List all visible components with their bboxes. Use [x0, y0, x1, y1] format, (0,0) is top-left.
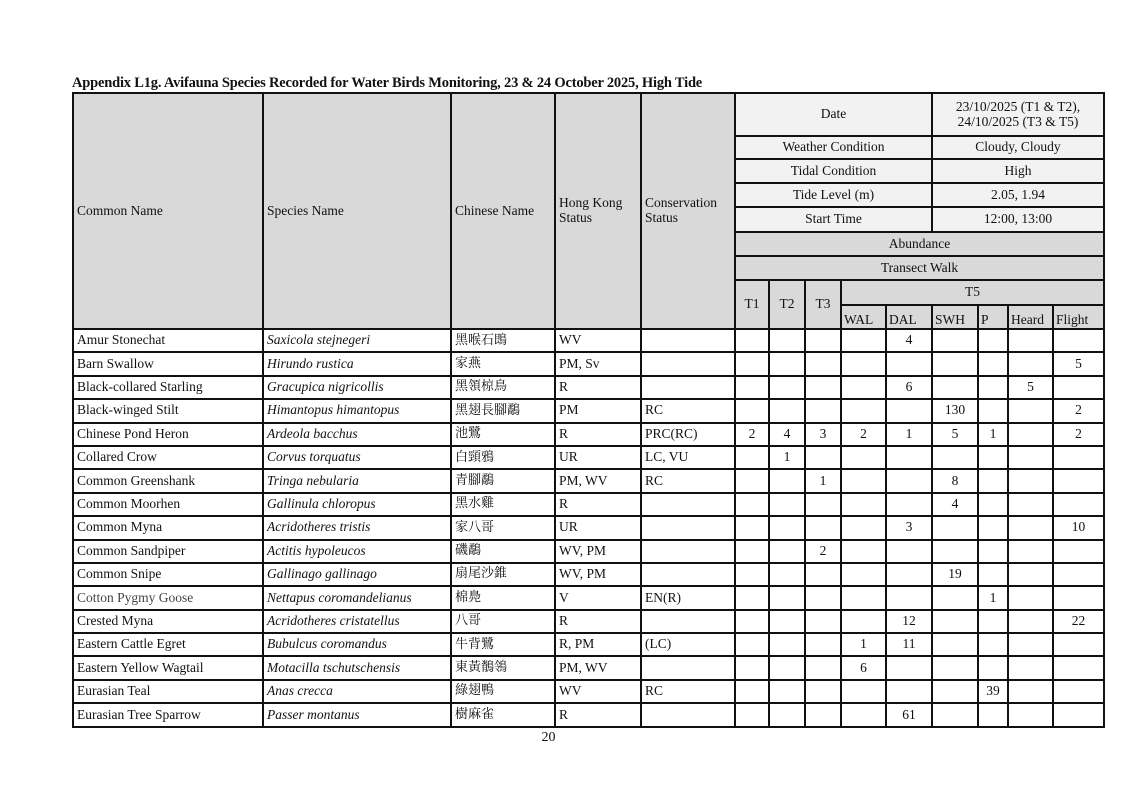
count-cell: [1053, 563, 1104, 586]
count-cell: [735, 540, 769, 563]
common-name-cell: Black-winged Stilt: [73, 399, 263, 422]
count-cell: 39: [978, 680, 1008, 703]
chinese-name-cell: 黑喉石鵖: [451, 329, 555, 352]
species-name-cell: Tringa nebularia: [263, 469, 451, 492]
count-cell: [735, 469, 769, 492]
count-cell: [932, 656, 978, 679]
chinese-name-cell: 家八哥: [451, 516, 555, 539]
species-name-cell: Himantopus himantopus: [263, 399, 451, 422]
count-cell: [841, 586, 886, 609]
table-row: [73, 446, 1104, 469]
chinese-name-cell: 青腳鷸: [451, 469, 555, 492]
count-cell: [978, 352, 1008, 375]
count-cell: [1053, 540, 1104, 563]
count-cell: 61: [886, 703, 932, 726]
count-cell: [1053, 656, 1104, 679]
count-cell: [978, 540, 1008, 563]
hk-status-cell: R: [555, 493, 641, 516]
count-cell: [932, 540, 978, 563]
species-name-cell: Corvus torquatus: [263, 446, 451, 469]
hk-status-cell: UR: [555, 516, 641, 539]
conservation-status-cell: [641, 516, 735, 539]
count-cell: 1: [978, 586, 1008, 609]
count-cell: 8: [932, 469, 978, 492]
count-cell: [769, 680, 805, 703]
count-cell: 2: [1053, 423, 1104, 446]
table-row: [73, 516, 1104, 539]
conservation-status-cell: RC: [641, 469, 735, 492]
count-cell: [841, 376, 886, 399]
species-name-cell: Hirundo rustica: [263, 352, 451, 375]
chinese-name-cell: 池鷺: [451, 423, 555, 446]
info-value-date: 23/10/2025 (T1 & T2), 24/10/2025 (T3 & T5): [932, 93, 1104, 136]
common-name-cell: Common Moorhen: [73, 493, 263, 516]
count-cell: [769, 633, 805, 656]
count-cell: [769, 703, 805, 726]
count-cell: [769, 493, 805, 516]
count-cell: [735, 680, 769, 703]
count-cell: [886, 540, 932, 563]
chinese-name-cell: 黑領椋鳥: [451, 376, 555, 399]
count-cell: 1: [841, 633, 886, 656]
count-cell: [841, 563, 886, 586]
count-cell: [769, 586, 805, 609]
table-row: [73, 633, 1104, 656]
chinese-name-cell: 棉鳧: [451, 586, 555, 609]
count-cell: [886, 680, 932, 703]
count-cell: [769, 399, 805, 422]
count-cell: [805, 352, 841, 375]
species-name-cell: Acridotheres tristis: [263, 516, 451, 539]
count-cell: [932, 680, 978, 703]
info-label-date: Date: [735, 93, 932, 136]
count-cell: [1053, 703, 1104, 726]
count-cell: [1053, 469, 1104, 492]
count-cell: [805, 633, 841, 656]
count-cell: 19: [932, 563, 978, 586]
count-cell: [769, 540, 805, 563]
chinese-name-cell: 黑翅長腳鷸: [451, 399, 555, 422]
header-t5-dal: DAL: [886, 305, 932, 329]
hk-status-cell: R: [555, 423, 641, 446]
table-row: [73, 352, 1104, 375]
table-row: [73, 703, 1104, 726]
chinese-name-cell: 八哥: [451, 610, 555, 633]
species-name-cell: Saxicola stejnegeri: [263, 329, 451, 352]
count-cell: [735, 656, 769, 679]
count-cell: [805, 610, 841, 633]
count-cell: [769, 376, 805, 399]
info-value-weather: Cloudy, Cloudy: [932, 136, 1104, 159]
count-cell: 1: [769, 446, 805, 469]
table-row: [73, 423, 1104, 446]
count-cell: [735, 563, 769, 586]
count-cell: [841, 516, 886, 539]
count-cell: 1: [886, 423, 932, 446]
table-row: [73, 493, 1104, 516]
count-cell: [932, 516, 978, 539]
header-t2: T2: [769, 280, 805, 329]
count-cell: [735, 399, 769, 422]
common-name-cell: Amur Stonechat: [73, 329, 263, 352]
count-cell: [1008, 399, 1053, 422]
info-value-tide-level: 2.05, 1.94: [932, 183, 1104, 207]
info-label-weather: Weather Condition: [735, 136, 932, 159]
common-name-cell: Collared Crow: [73, 446, 263, 469]
table-row: [73, 376, 1104, 399]
count-cell: [805, 329, 841, 352]
hk-status-cell: WV, PM: [555, 563, 641, 586]
count-cell: [769, 516, 805, 539]
count-cell: [841, 329, 886, 352]
count-cell: 6: [886, 376, 932, 399]
count-cell: [932, 586, 978, 609]
species-name-cell: Gracupica nigricollis: [263, 376, 451, 399]
count-cell: [735, 329, 769, 352]
species-name-cell: Motacilla tschutschensis: [263, 656, 451, 679]
table-row: [73, 469, 1104, 492]
species-name-cell: Actitis hypoleucos: [263, 540, 451, 563]
common-name-cell: Common Myna: [73, 516, 263, 539]
chinese-name-cell: 綠翅鴨: [451, 680, 555, 703]
count-cell: [978, 493, 1008, 516]
count-cell: 11: [886, 633, 932, 656]
chinese-name-cell: 東黃鶺鴒: [451, 656, 555, 679]
count-cell: 2: [1053, 399, 1104, 422]
hk-status-cell: R: [555, 376, 641, 399]
count-cell: [978, 376, 1008, 399]
count-cell: [805, 586, 841, 609]
conservation-status-cell: (LC): [641, 633, 735, 656]
hk-status-cell: R: [555, 703, 641, 726]
conservation-status-cell: RC: [641, 680, 735, 703]
conservation-status-cell: [641, 376, 735, 399]
count-cell: 5: [1053, 352, 1104, 375]
count-cell: [1008, 703, 1053, 726]
species-table: [72, 92, 1105, 728]
count-cell: [1008, 680, 1053, 703]
common-name-cell: Barn Swallow: [73, 352, 263, 375]
common-name-cell: Black-collared Starling: [73, 376, 263, 399]
species-name-cell: Passer montanus: [263, 703, 451, 726]
count-cell: [1008, 469, 1053, 492]
count-cell: [932, 329, 978, 352]
species-rows: [73, 329, 1104, 727]
count-cell: [735, 446, 769, 469]
count-cell: [978, 469, 1008, 492]
header-t5-wal: WAL: [841, 305, 886, 329]
count-cell: [932, 352, 978, 375]
count-cell: 2: [735, 423, 769, 446]
count-cell: [1008, 586, 1053, 609]
header-t5-swh: SWH: [932, 305, 978, 329]
hk-status-cell: WV: [555, 329, 641, 352]
count-cell: [735, 376, 769, 399]
info-value-start-time: 12:00, 13:00: [932, 207, 1104, 232]
conservation-status-cell: EN(R): [641, 586, 735, 609]
count-cell: 4: [932, 493, 978, 516]
count-cell: [886, 446, 932, 469]
transect-walk-header: Transect Walk: [735, 256, 1104, 280]
common-name-cell: Eurasian Teal: [73, 680, 263, 703]
count-cell: [1053, 493, 1104, 516]
count-cell: [1053, 633, 1104, 656]
table-row: [73, 329, 1104, 352]
hk-status-cell: PM, WV: [555, 469, 641, 492]
count-cell: [978, 656, 1008, 679]
count-cell: [1053, 376, 1104, 399]
hk-status-cell: WV, PM: [555, 540, 641, 563]
count-cell: [1008, 352, 1053, 375]
count-cell: [886, 656, 932, 679]
info-value-tidal: High: [932, 159, 1104, 183]
count-cell: [1053, 586, 1104, 609]
count-cell: [805, 680, 841, 703]
count-cell: [1008, 446, 1053, 469]
species-name-cell: Nettapus coromandelianus: [263, 586, 451, 609]
count-cell: 6: [841, 656, 886, 679]
common-name-cell: Chinese Pond Heron: [73, 423, 263, 446]
common-name-cell: Common Sandpiper: [73, 540, 263, 563]
chinese-name-cell: 家燕: [451, 352, 555, 375]
header-t5-p: P: [978, 305, 1008, 329]
table-row: [73, 610, 1104, 633]
count-cell: [886, 469, 932, 492]
header-t5-flight: Flight: [1053, 305, 1104, 329]
count-cell: [805, 399, 841, 422]
count-cell: [805, 376, 841, 399]
conservation-status-cell: [641, 493, 735, 516]
count-cell: [769, 469, 805, 492]
count-cell: [978, 633, 1008, 656]
header-t5-heard: Heard: [1008, 305, 1053, 329]
header-t3: T3: [805, 280, 841, 329]
count-cell: [1008, 563, 1053, 586]
hk-status-cell: R, PM: [555, 633, 641, 656]
conservation-status-cell: RC: [641, 399, 735, 422]
conservation-status-cell: [641, 563, 735, 586]
count-cell: 10: [1053, 516, 1104, 539]
count-cell: [841, 352, 886, 375]
header-chinese-name: Chinese Name: [451, 93, 555, 329]
count-cell: [978, 446, 1008, 469]
count-cell: [1008, 610, 1053, 633]
count-cell: 1: [805, 469, 841, 492]
count-cell: [805, 656, 841, 679]
header-t1: T1: [735, 280, 769, 329]
info-label-tide-level: Tide Level (m): [735, 183, 932, 207]
count-cell: [769, 610, 805, 633]
table-row: [73, 680, 1104, 703]
count-cell: [886, 563, 932, 586]
header-species-name: Species Name: [263, 93, 451, 329]
count-cell: [1008, 516, 1053, 539]
count-cell: [1008, 656, 1053, 679]
count-cell: [886, 586, 932, 609]
count-cell: 5: [1008, 376, 1053, 399]
count-cell: [841, 610, 886, 633]
count-cell: [805, 446, 841, 469]
count-cell: [978, 703, 1008, 726]
count-cell: [978, 399, 1008, 422]
hk-status-cell: UR: [555, 446, 641, 469]
common-name-cell: Eurasian Tree Sparrow: [73, 703, 263, 726]
count-cell: [841, 493, 886, 516]
species-name-cell: Acridotheres cristatellus: [263, 610, 451, 633]
count-cell: [769, 656, 805, 679]
count-cell: [886, 352, 932, 375]
count-cell: [735, 493, 769, 516]
count-cell: [769, 352, 805, 375]
chinese-name-cell: 樹麻雀: [451, 703, 555, 726]
count-cell: [841, 540, 886, 563]
count-cell: 1: [978, 423, 1008, 446]
header-t5: T5: [841, 280, 1104, 305]
hk-status-cell: PM, Sv: [555, 352, 641, 375]
abundance-header: Abundance: [735, 232, 1104, 256]
count-cell: 4: [769, 423, 805, 446]
conservation-status-cell: [641, 610, 735, 633]
conservation-status-cell: [641, 329, 735, 352]
count-cell: 3: [886, 516, 932, 539]
common-name-cell: Cotton Pygmy Goose: [73, 586, 263, 609]
conservation-status-cell: [641, 656, 735, 679]
count-cell: [769, 329, 805, 352]
count-cell: [841, 703, 886, 726]
count-cell: [978, 516, 1008, 539]
count-cell: [932, 703, 978, 726]
header-common-name: Common Name: [73, 93, 263, 329]
count-cell: [735, 586, 769, 609]
count-cell: [1053, 446, 1104, 469]
count-cell: [735, 703, 769, 726]
hk-status-cell: PM: [555, 399, 641, 422]
appendix-title: Appendix L1g. Avifauna Species Recorded for Water Birds Monitoring, 23 & 24 October 2025, High Tide: [72, 75, 703, 91]
conservation-status-cell: LC, VU: [641, 446, 735, 469]
count-cell: [841, 446, 886, 469]
count-cell: [978, 563, 1008, 586]
species-name-cell: Gallinago gallinago: [263, 563, 451, 586]
count-cell: [886, 493, 932, 516]
count-cell: 2: [841, 423, 886, 446]
count-cell: [805, 563, 841, 586]
species-name-cell: Bubulcus coromandus: [263, 633, 451, 656]
count-cell: [886, 399, 932, 422]
count-cell: [1008, 423, 1053, 446]
count-cell: [978, 610, 1008, 633]
common-name-cell: Crested Myna: [73, 610, 263, 633]
common-name-cell: Common Greenshank: [73, 469, 263, 492]
count-cell: [1008, 540, 1053, 563]
count-cell: 5: [932, 423, 978, 446]
count-cell: [978, 329, 1008, 352]
table-row: [73, 540, 1104, 563]
header-conservation-status: Conservation Status: [641, 93, 735, 329]
count-cell: [735, 610, 769, 633]
count-cell: [841, 680, 886, 703]
count-cell: [932, 633, 978, 656]
count-cell: 130: [932, 399, 978, 422]
count-cell: [769, 563, 805, 586]
count-cell: 2: [805, 540, 841, 563]
species-name-cell: Ardeola bacchus: [263, 423, 451, 446]
count-cell: [805, 493, 841, 516]
count-cell: [932, 610, 978, 633]
table-row: [73, 656, 1104, 679]
count-cell: [735, 516, 769, 539]
conservation-status-cell: [641, 352, 735, 375]
count-cell: [1053, 680, 1104, 703]
count-cell: [1053, 329, 1104, 352]
count-cell: [932, 376, 978, 399]
count-cell: 12: [886, 610, 932, 633]
conservation-status-cell: [641, 540, 735, 563]
count-cell: [1008, 329, 1053, 352]
count-cell: [1008, 493, 1053, 516]
hk-status-cell: V: [555, 586, 641, 609]
common-name-cell: Eastern Cattle Egret: [73, 633, 263, 656]
conservation-status-cell: PRC(RC): [641, 423, 735, 446]
common-name-cell: Common Snipe: [73, 563, 263, 586]
chinese-name-cell: 牛背鷺: [451, 633, 555, 656]
count-cell: [805, 703, 841, 726]
hk-status-cell: WV: [555, 680, 641, 703]
table-row: [73, 399, 1104, 422]
count-cell: 4: [886, 329, 932, 352]
count-cell: [841, 399, 886, 422]
species-name-cell: Anas crecca: [263, 680, 451, 703]
count-cell: 22: [1053, 610, 1104, 633]
chinese-name-cell: 磯鷸: [451, 540, 555, 563]
chinese-name-cell: 扇尾沙錐: [451, 563, 555, 586]
count-cell: [805, 516, 841, 539]
header-hk-status: Hong Kong Status: [555, 93, 641, 329]
count-cell: [1008, 633, 1053, 656]
table-row: [73, 586, 1104, 609]
chinese-name-cell: 黑水雞: [451, 493, 555, 516]
info-label-start-time: Start Time: [735, 207, 932, 232]
page-number: 20: [541, 730, 556, 745]
common-name-cell: Eastern Yellow Wagtail: [73, 656, 263, 679]
table-row: [73, 563, 1104, 586]
count-cell: [735, 633, 769, 656]
count-cell: [735, 352, 769, 375]
count-cell: 3: [805, 423, 841, 446]
species-name-cell: Gallinula chloropus: [263, 493, 451, 516]
count-cell: [841, 469, 886, 492]
hk-status-cell: R: [555, 610, 641, 633]
info-label-tidal: Tidal Condition: [735, 159, 932, 183]
chinese-name-cell: 白頸鴉: [451, 446, 555, 469]
count-cell: [932, 446, 978, 469]
hk-status-cell: PM, WV: [555, 656, 641, 679]
conservation-status-cell: [641, 703, 735, 726]
